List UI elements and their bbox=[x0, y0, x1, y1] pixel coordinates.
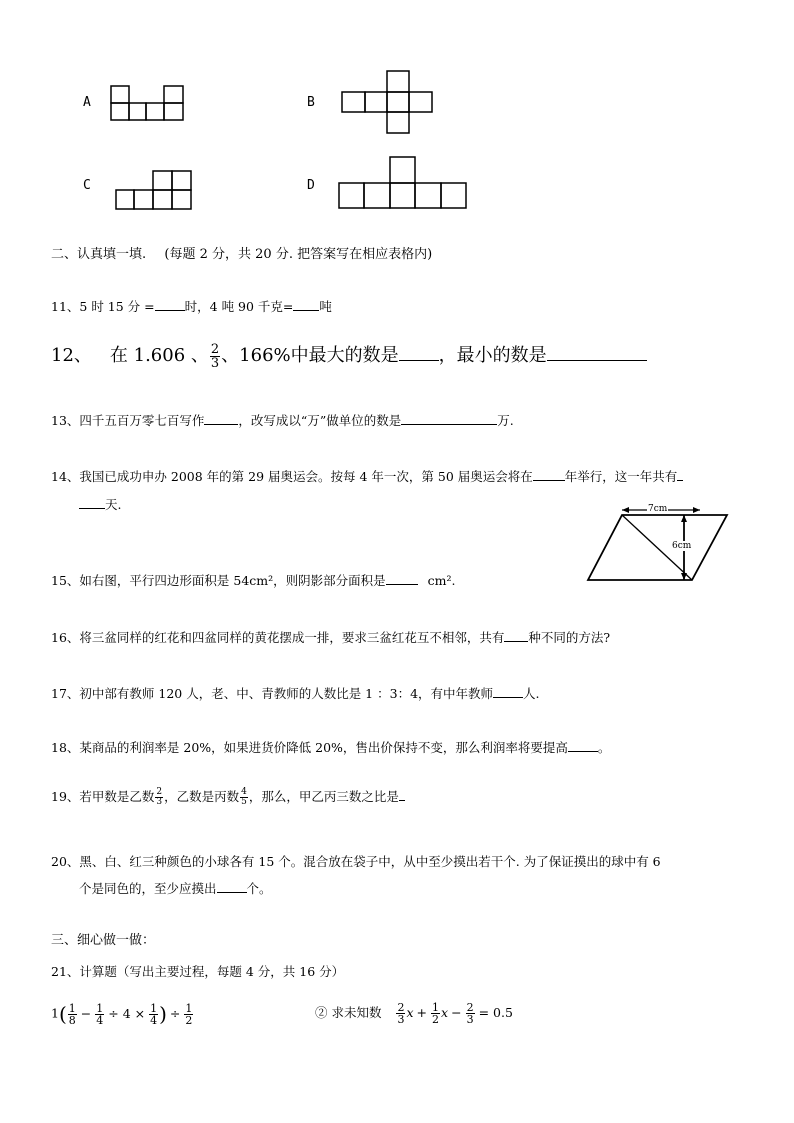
answer-blank[interactable] bbox=[399, 342, 439, 361]
question-19: 19、若甲数是乙数 $\frac{2}{3}$ ，乙数是丙数 $\frac{4}{5}$ ，那么，甲乙丙三数之比是 bbox=[51, 787, 405, 807]
fraction: $\frac{2}{3}$ bbox=[466, 1001, 474, 1026]
question-15: 15、如右图，平行四边形面积是 54cm²，则阴影部分面积是 cm². bbox=[51, 573, 456, 588]
fraction: $\frac{2}{3}$ bbox=[156, 787, 163, 807]
fraction: $\frac{4}{5}$ bbox=[241, 787, 247, 807]
answer-blank[interactable] bbox=[547, 342, 647, 361]
answer-blank[interactable] bbox=[677, 468, 683, 482]
answer-blank[interactable] bbox=[401, 412, 497, 426]
answer-blank[interactable] bbox=[386, 572, 418, 586]
answer-blank[interactable] bbox=[504, 629, 528, 643]
fraction: $\frac{2}{3}$ bbox=[210, 341, 220, 371]
net-label-c: C bbox=[83, 178, 91, 193]
calc-expression-2: ② 求未知数 $\frac{2}{3}$ x + $\frac{1}{2}$ x − $\frac{2}{3}$ = 0.5 bbox=[315, 1001, 513, 1026]
answer-blank[interactable] bbox=[155, 298, 185, 312]
fraction: $\frac{1}{4}$ bbox=[150, 1001, 158, 1027]
answer-blank[interactable] bbox=[217, 880, 247, 894]
question-13: 13、四千五百万零七百写作 ，改写成以“万”做单位的数是 万. bbox=[51, 413, 514, 428]
question-20-continued: 个是同色的，至少应摸出 个。 bbox=[79, 881, 272, 896]
answer-blank[interactable] bbox=[399, 788, 405, 802]
answer-blank[interactable] bbox=[293, 298, 319, 312]
question-14: 14、我国已成功申办 2008 年的第 29 届奥运会。按每 4 年一次，第 50 届奥运会将在 年举行，这一年共有 bbox=[51, 467, 683, 485]
fraction: $\frac{1}{2}$ bbox=[432, 1001, 440, 1026]
section2-title: 二、认真填一填. bbox=[51, 247, 147, 262]
fraction: $\frac{1}{8}$ bbox=[68, 1001, 76, 1027]
question-17: 17、初中部有教师 120 人，老、中、青教师的人数比是 1 ：3：4，有中年教师 人. bbox=[51, 686, 540, 701]
section2-heading bbox=[51, 243, 432, 262]
question-14-continued: 天. bbox=[79, 495, 121, 513]
fraction: $\frac{1}{2}$ bbox=[185, 1001, 193, 1027]
parallelogram-figure bbox=[0, 0, 1, 1]
answer-blank[interactable] bbox=[493, 685, 523, 699]
question-11: 11、5 时 15 分 = 时，4 吨 90 千克= 吨 bbox=[51, 299, 332, 314]
question-18: 18、某商品的利润率是 20%，如果进货价降低 20%，售出价保持不变，那么利润率将要提高 。 bbox=[51, 740, 611, 755]
parallelogram-top-label: 7cm bbox=[648, 504, 668, 514]
net-label-a: A bbox=[83, 95, 91, 110]
answer-blank[interactable] bbox=[533, 468, 565, 482]
parallelogram-height-label: 6cm bbox=[672, 541, 692, 551]
question-12: 12、 在 1.606 、 $\frac{2}{3}$ 、166%中最大的数是 ，最小的数是 bbox=[51, 341, 647, 370]
question-21: 21、计算题（写出主要过程，每题 4 分，共 16 分） bbox=[51, 964, 345, 979]
answer-blank[interactable] bbox=[79, 496, 105, 510]
question-16: 16、将三盆同样的红花和四盆同样的黄花摆成一排，要求三盆红花互不相邻，共有 种不同的方法? bbox=[51, 630, 611, 645]
question-20: 20、黑、白、红三种颜色的小球各有 15 个。混合放在袋子中，从中至少摸出若干个. 为了保证摸出的球中有 6 bbox=[51, 854, 661, 869]
fraction: $\frac{1}{4}$ bbox=[96, 1001, 104, 1027]
answer-blank[interactable] bbox=[204, 412, 238, 426]
section3-title: 三、细心做一做： bbox=[51, 933, 156, 948]
net-label-b: B bbox=[307, 95, 315, 110]
answer-blank[interactable] bbox=[568, 739, 598, 753]
calc-expression-1: 1( $\frac{1}{8}$ − $\frac{1}{4}$ ÷ 4 × $\frac{1}{4}$ ) ÷ $\frac{1}{2}$ bbox=[51, 1001, 193, 1027]
fraction: $\frac{2}{3}$ bbox=[397, 1001, 405, 1026]
section2-note: (每题 2 分，共 20 分. 把答案写在相应表格内) bbox=[164, 247, 433, 262]
net-label-d: D bbox=[307, 178, 315, 193]
